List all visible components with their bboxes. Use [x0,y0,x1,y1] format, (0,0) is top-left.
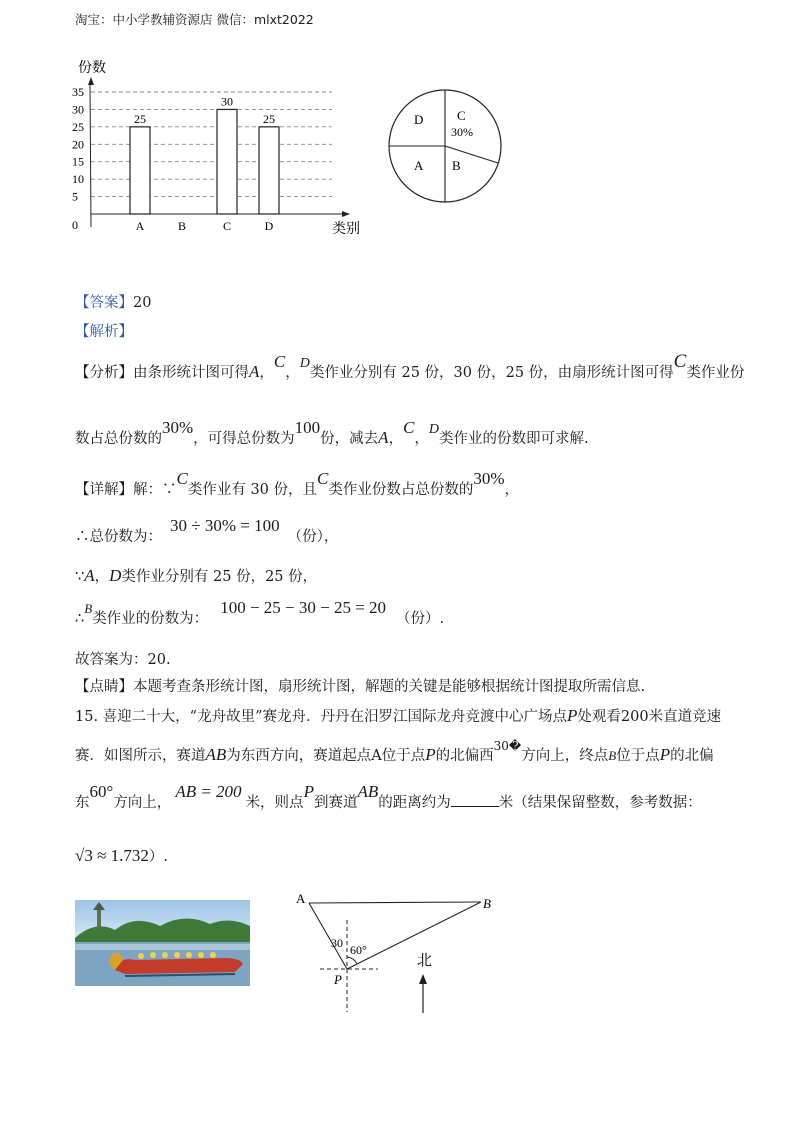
xiangjie-equation-1: 30 ÷ 30% = 100 [170,516,280,535]
fenxi-text-7: 类作业的份数即可求解. [439,431,589,447]
q15-text-4b: ）. [148,849,169,865]
angle-60-label: 60° [350,943,367,957]
answer-blank [451,792,499,807]
fenxi-text-2: 类作业分别有 25 份，30 份，25 份，由扇形统计图可得 [309,365,674,381]
fenxi-line-1: 【分析】由条形统计图可得A，C，D类作业分别有 25 份，30 份，25 份，由扇形统计图可得C类作业份 [75,351,745,381]
pie-label-a: A [414,158,424,173]
bar-d [259,127,279,214]
xiangjie-equation-2: 100 − 25 − 30 − 25 = 20 [220,598,387,617]
y-tick-label: 30 [72,102,84,117]
y-tick-label: 0 [72,218,78,232]
xiangjie-line-2 [75,516,339,547]
fenxi-c: C [273,352,286,371]
pie-label-d: D [414,112,424,127]
fenxi-text-1: 由条形统计图可得 [133,365,249,381]
y-tick-label: 10 [72,172,84,187]
fenxi-percent: 30% [162,418,194,437]
x-tick-label-c: C [222,219,232,233]
point-a-label: A [296,891,306,906]
xiangjie-text-1: 解：∵ [133,482,177,498]
fenxi-c2: C [673,351,687,372]
xiangjie-unit-1: （份）， [287,529,339,545]
xiangjie-text-5: 类作业分别有 25 份，25 份， [121,569,318,585]
fenxi-a: A [249,362,260,381]
xiangjie-tag: 【详解】 [75,482,133,498]
answer-line [75,293,151,313]
analysis-tag: 【解析】 [75,324,133,340]
xiangjie-d: D [109,566,122,585]
data-label-a: 25 [134,111,146,126]
x-tick-label-b: B [177,219,187,233]
north-arrow-icon [419,974,427,984]
data-label-c: 30 [221,94,233,109]
xiangjie-a: A [84,566,95,585]
q15-deg60: 60° [89,782,114,801]
y-tick-label: 5 [72,189,78,204]
q15-text-1b: 处观看200米直道竞速 [577,709,722,725]
dianjing-text: 本题考查条形统计图，扇形统计图，解题的关键是能够根据统计图提取所需信息. [133,679,646,695]
q15-ab2: AB [357,782,379,801]
answer-tag: 【答案】 [75,295,133,311]
dragon-boat-photo [75,900,250,986]
xiangjie-text-3: 类作业份数占总份数的 [328,482,474,498]
y-tick-label: 15 [72,154,84,169]
segment-bp [347,902,481,969]
q15-line-2 [75,739,714,766]
dianjing-line [75,677,645,697]
page-header: 淘宝：中小学教辅资源店 微信：mlxt2022 [75,12,314,27]
angle-arc [347,957,357,964]
point-b-label: B [483,896,491,911]
q15-line-1 [75,706,721,727]
answer-value: 20 [133,295,152,311]
xiangjie-total-label: ∴总份数为： [75,529,162,545]
fenxi-tag: 【分析】 [75,365,133,381]
q15-text-3c: 米，则点 [245,795,304,811]
point-p-label: P [334,972,342,987]
xiangjie-c2: C [317,469,329,488]
q15-p4: P [303,782,314,801]
bar-chart [70,55,370,245]
fenxi-text-3: 类作业份 [686,365,745,381]
segment-ab [309,902,481,903]
q15-text-1: 15. 喜迎二十大，“龙舟故里”赛龙舟．丹丹在汨罗江国际龙舟竞渡中心广场点 [75,709,567,725]
y-tick-label: 25 [72,119,84,134]
xiangjie-b: B [84,601,93,616]
q15-text-3a: 东 [75,795,90,811]
conclusion: 故答案为：20. [75,652,171,668]
fenxi-d: D [299,356,310,371]
fenxi-d2: D [428,422,440,437]
fenxi-total: 100 [294,418,321,437]
fenxi-c3: C [403,418,415,437]
q15-text-2f: 的北偏 [670,748,714,764]
q15-ab: AB [205,745,227,764]
q15-p3: P [659,745,671,764]
q15-line-4 [75,846,168,867]
q15-text-2c: 的北偏西 [435,748,494,764]
q15-text-3e: 的距离约为 [378,795,451,811]
fenxi-text-6: 份，减去 [320,431,379,447]
q15-text-2b: 为东西方向，赛道起点A位于点 [226,748,426,764]
pie-chart [380,88,510,218]
q15-b: B [608,748,617,763]
xiangjie-c: C [176,469,188,488]
xiangjie-line-4 [75,598,445,629]
fenxi-a2: A [378,428,389,447]
fenxi-line-2: 数占总份数的30%，可得总份数为100份，减去A，C，D类作业的份数即可求解. [75,418,589,447]
q15-text-3b: 方向上， [113,795,172,811]
x-axis-label: 类别 [332,222,360,237]
pie-label-c-percent: 30% [451,125,473,139]
xiangjie-comma: ， [94,569,110,585]
q15-sqrt: √3 ≈ 1.732 [75,846,149,865]
q15-text-2e: 位于点 [616,748,660,764]
y-tick-label: 20 [72,137,84,152]
q15-text-2a: 赛．如图所示，赛道 [75,748,206,764]
bar-c [217,109,237,214]
xiangjie-line-3 [75,566,317,587]
xiangjie-line-1 [75,469,520,500]
pie-label-c: C [457,108,466,123]
xiangjie-unit-2: （份）. [396,611,445,627]
dragon-boat-illustration [75,900,250,986]
q15-line-3 [75,782,702,813]
xiangjie-text-6: 类作业的份数为： [92,611,209,627]
q15-text-2d: 方向上，终点 [521,748,609,764]
angle-30-label: 30 [331,936,343,950]
xiangjie-text-4: ， [504,482,520,498]
q15-p1: P [567,706,578,725]
y-tick-label: 35 [72,85,84,99]
q15-eq-ab: AB = 200 [175,782,242,801]
geometry-figure [280,880,520,1020]
q15-text-3f: 米（结果保留整数，参考数据： [498,795,702,811]
bar-a [130,127,150,214]
x-tick-label-d: D [264,219,274,233]
pie-label-b: B [452,158,461,173]
q15-deg30: 30� [493,739,522,753]
data-label-d: 25 [263,111,275,126]
xiangjie-percent: 30% [473,469,505,488]
q15-p2: P [425,745,436,764]
dianjing-tag: 【点睛】 [75,679,133,695]
fenxi-text-4: 数占总份数的 [75,431,162,447]
xiangjie-since: ∵ [75,569,85,585]
q15-text-3d: 到赛道 [313,795,358,811]
xiangjie-therefore: ∴ [75,611,85,627]
x-tick-label-a: A [135,219,145,233]
north-label: 北 [417,953,433,969]
fenxi-text-5: ，可得总份数为 [193,431,295,447]
xiangjie-text-2: 类作业有 30 份，且 [187,482,318,498]
y-axis-label: 份数 [78,61,106,76]
